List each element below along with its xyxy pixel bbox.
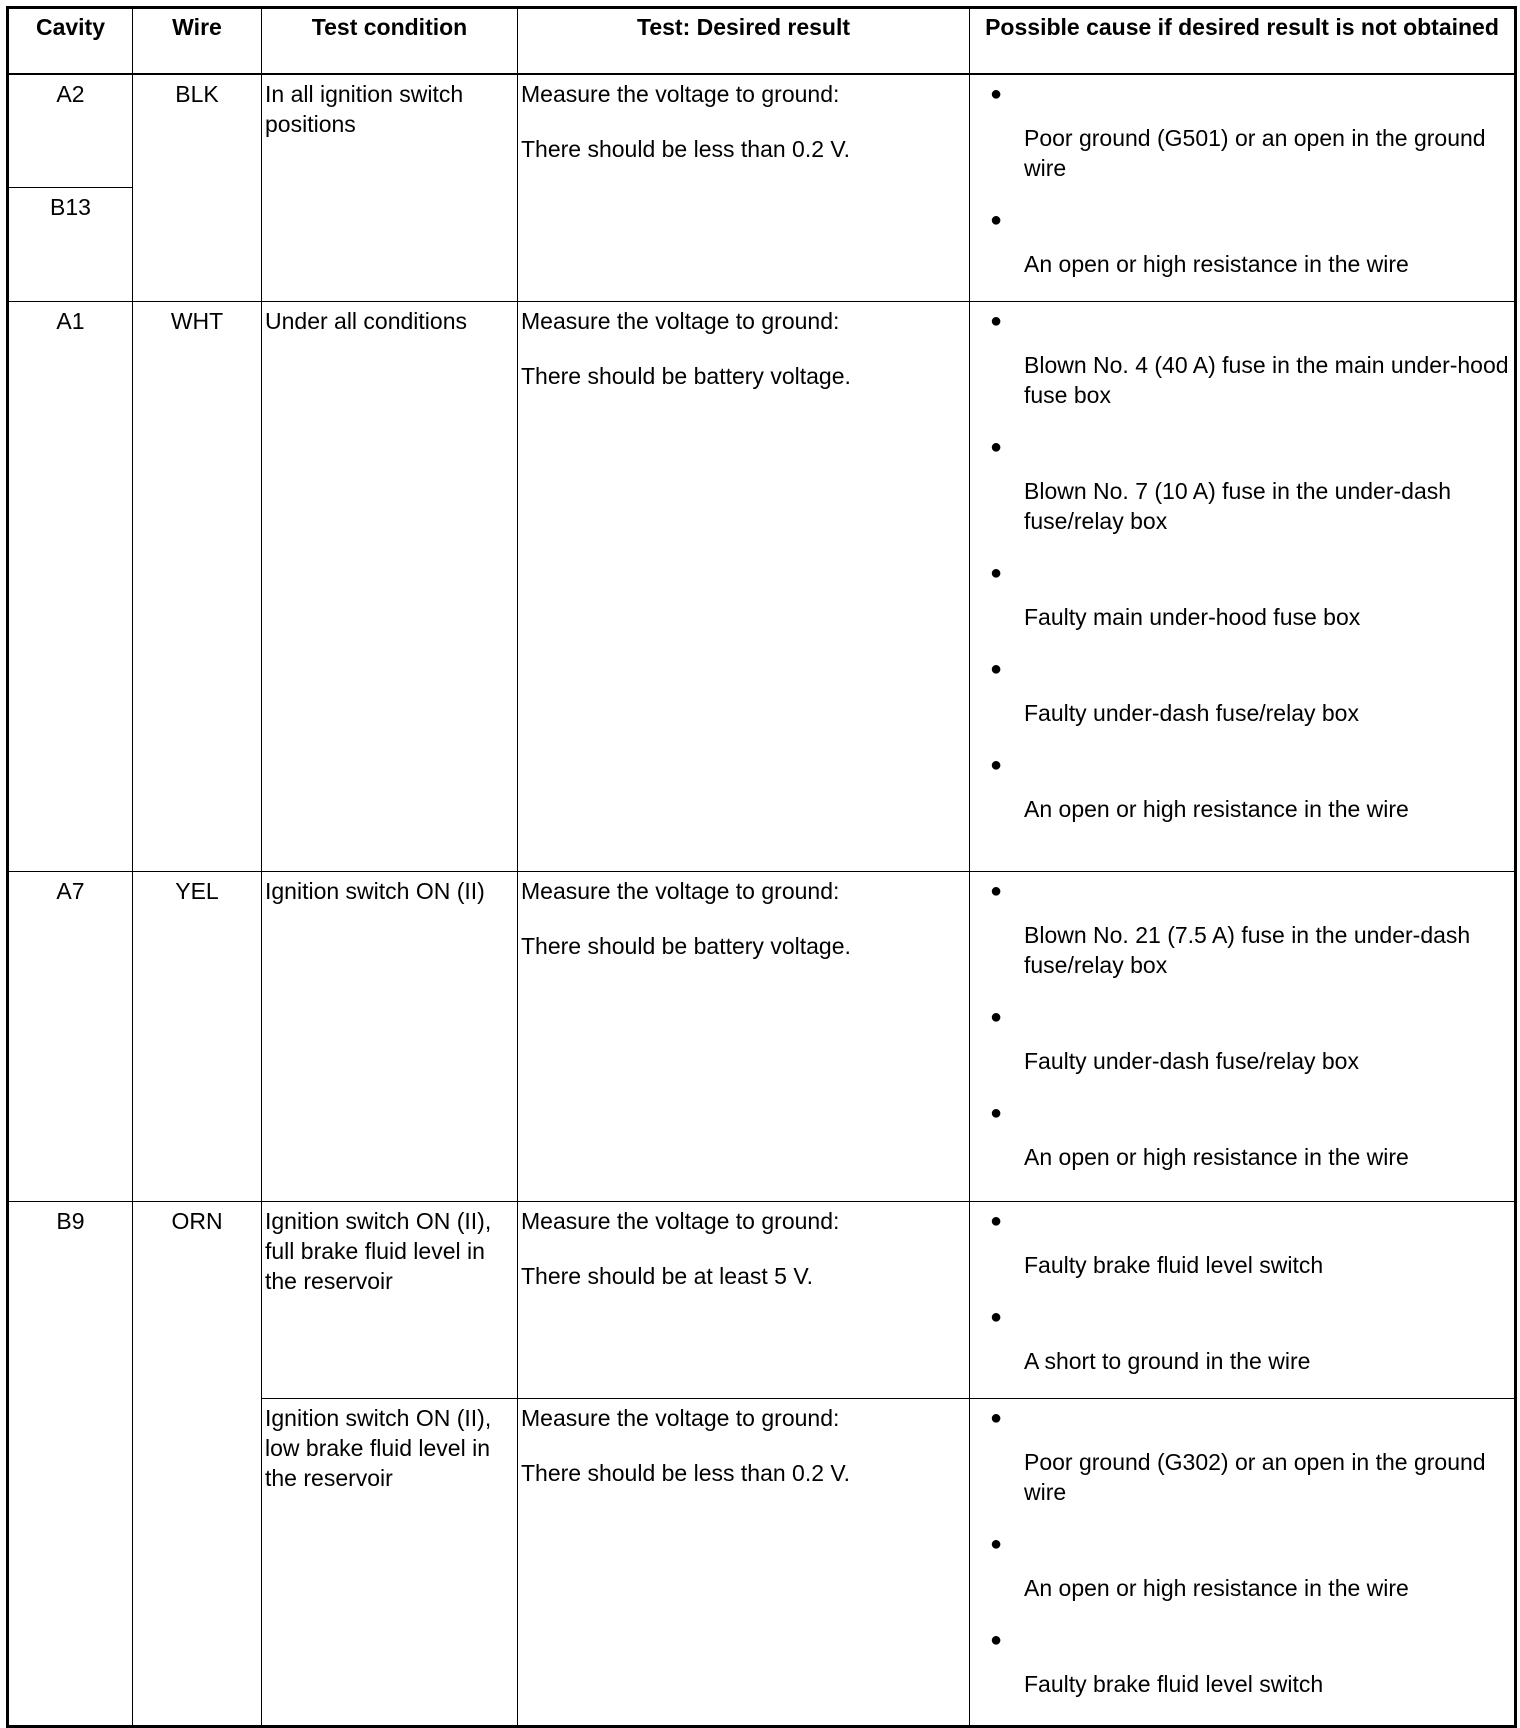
table-row: [8, 301, 1516, 871]
list-item: [973, 876, 1511, 1002]
desired-result-cell: [518, 301, 970, 871]
bullet-icon: ●: [990, 1101, 1003, 1124]
desired-result-cell: [518, 871, 970, 1201]
list-item: [973, 205, 1511, 301]
list-item: [973, 654, 1511, 750]
cause-text: An open or high resistance in the wire: [1024, 795, 1409, 822]
wire-cell: BLK: [133, 74, 262, 302]
bullet-icon: ●: [990, 1628, 1003, 1651]
diagnostic-table: [6, 6, 1517, 1728]
cause-list: [973, 876, 1511, 1194]
condition-cell: Ignition switch ON (II): [262, 871, 518, 1201]
cavity-cell: B9: [8, 1201, 133, 1726]
measure-text: Measure the voltage to ground:: [521, 80, 840, 107]
table-row: [8, 74, 1516, 188]
cause-list: [973, 1403, 1511, 1721]
bullet-icon: ●: [990, 657, 1003, 680]
cause-text: Blown No. 7 (10 A) fuse in the under-dash fuse/relay box: [1024, 477, 1452, 534]
desired-result-cell: [518, 74, 970, 302]
condition-cell: Ignition switch ON (II), low brake fluid level in the reservoir: [262, 1398, 518, 1726]
cavity-cell: A2: [8, 74, 133, 188]
list-item: [973, 1403, 1511, 1529]
list-item: [973, 558, 1511, 654]
cause-text: Blown No. 21 (7.5 A) fuse in the under-dash fuse/relay box: [1024, 921, 1471, 978]
cause-text: An open or high resistance in the wire: [1024, 250, 1409, 277]
wire-cell: YEL: [133, 871, 262, 1201]
cause-list: [973, 1206, 1511, 1398]
list-item: [973, 432, 1511, 558]
expected-value-text: There should be at least 5 V.: [521, 1262, 813, 1289]
bullet-icon: ●: [990, 82, 1003, 105]
list-item: [973, 750, 1511, 846]
list-item: [973, 1529, 1511, 1625]
bullet-icon: ●: [990, 753, 1003, 776]
cavity-cell: B13: [8, 187, 133, 301]
cavity-cell: A7: [8, 871, 133, 1201]
header-possible-cause: Possible cause if desired result is not obtained: [970, 8, 1516, 74]
list-item: [973, 306, 1511, 432]
measure-text: Measure the voltage to ground:: [521, 1404, 840, 1431]
desired-result-cell: [518, 1398, 970, 1726]
list-item: [973, 1302, 1511, 1398]
cause-cell: [970, 1398, 1516, 1726]
header-test-condition: Test condition: [262, 8, 518, 74]
cause-cell: [970, 871, 1516, 1201]
cause-list: [973, 306, 1511, 846]
bullet-icon: ●: [990, 879, 1003, 902]
list-item: [973, 79, 1511, 205]
cause-text: Faulty brake fluid level switch: [1024, 1251, 1324, 1278]
cause-text: Poor ground (G501) or an open in the ground wire: [1024, 124, 1486, 181]
desired-result-cell: [518, 1201, 970, 1398]
header-cavity: Cavity: [8, 8, 133, 74]
bullet-icon: ●: [990, 1532, 1003, 1555]
list-item: [973, 1002, 1511, 1098]
expected-value-text: There should be battery voltage.: [521, 362, 851, 389]
condition-cell: Under all conditions: [262, 301, 518, 871]
bullet-icon: ●: [990, 309, 1003, 332]
wire-cell: ORN: [133, 1201, 262, 1726]
measure-text: Measure the voltage to ground:: [521, 307, 840, 334]
table-row: [8, 871, 1516, 1201]
cause-list: [973, 79, 1511, 301]
cause-text: A short to ground in the wire: [1024, 1347, 1311, 1374]
cause-text: Poor ground (G302) or an open in the ground wire: [1024, 1448, 1486, 1505]
cause-text: Faulty main under-hood fuse box: [1024, 603, 1361, 630]
bullet-icon: ●: [990, 561, 1003, 584]
bullet-icon: ●: [990, 435, 1003, 458]
header-desired-result: Test: Desired result: [518, 8, 970, 74]
list-item: [973, 1206, 1511, 1302]
condition-cell: In all ignition switch positions: [262, 74, 518, 302]
header-row: [8, 8, 1516, 74]
cause-text: An open or high resistance in the wire: [1024, 1574, 1409, 1601]
cavity-cell: A1: [8, 301, 133, 871]
cause-text: An open or high resistance in the wire: [1024, 1143, 1409, 1170]
condition-cell: Ignition switch ON (II), full brake fluid level in the reservoir: [262, 1201, 518, 1398]
bullet-icon: ●: [990, 208, 1003, 231]
expected-value-text: There should be less than 0.2 V.: [521, 135, 851, 162]
bullet-icon: ●: [990, 1406, 1003, 1429]
list-item: [973, 1625, 1511, 1721]
table-row: [8, 1201, 1516, 1398]
cause-text: Blown No. 4 (40 A) fuse in the main under-hood fuse box: [1024, 351, 1509, 408]
wire-cell: WHT: [133, 301, 262, 871]
cause-cell: [970, 301, 1516, 871]
cause-cell: [970, 1201, 1516, 1398]
cause-text: Faulty brake fluid level switch: [1024, 1670, 1324, 1697]
cause-text: Faulty under-dash fuse/relay box: [1024, 699, 1359, 726]
measure-text: Measure the voltage to ground:: [521, 1207, 840, 1234]
bullet-icon: ●: [990, 1005, 1003, 1028]
expected-value-text: There should be less than 0.2 V.: [521, 1459, 851, 1486]
bullet-icon: ●: [990, 1209, 1003, 1232]
list-item: [973, 1098, 1511, 1194]
expected-value-text: There should be battery voltage.: [521, 932, 851, 959]
measure-text: Measure the voltage to ground:: [521, 877, 840, 904]
header-wire: Wire: [133, 8, 262, 74]
bullet-icon: ●: [990, 1305, 1003, 1328]
cause-text: Faulty under-dash fuse/relay box: [1024, 1047, 1359, 1074]
cause-cell: [970, 74, 1516, 302]
